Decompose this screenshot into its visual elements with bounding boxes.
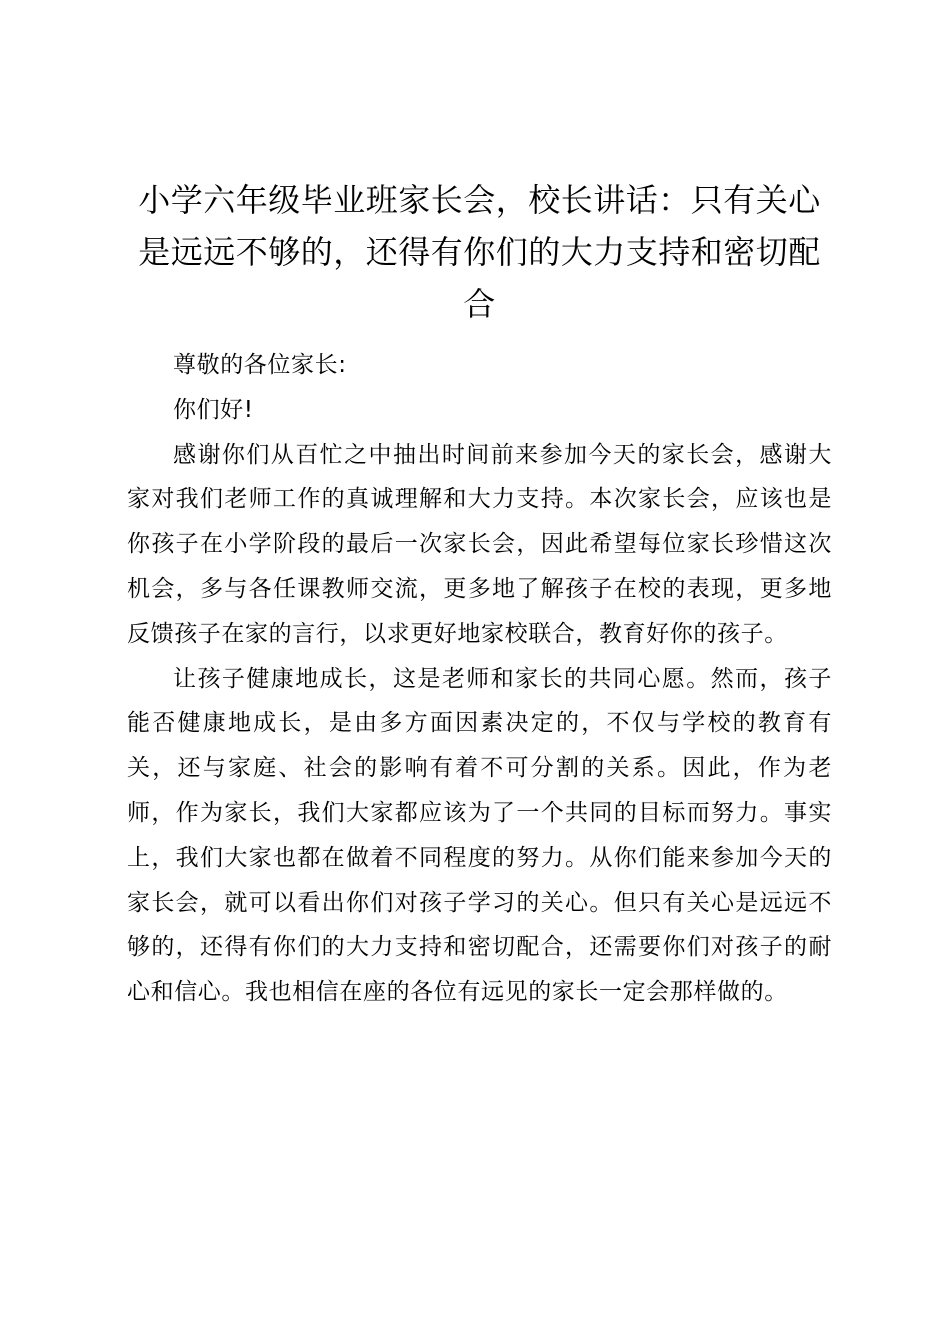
body-paragraph-1: 感谢你们从百忙之中抽出时间前来参加今天的家长会，感谢大家对我们老师工作的真诚理解和大力支持。本次家长会，应该也是你孩子在小学阶段的最后一次家长会，因此希望每位家长珍惜这次机会，多与各任课教师交流，更多地了解孩子在校的表现，更多地反馈孩子在家的言行，以求更好地家校联合，教育好你的孩子。 (127, 441, 832, 647)
document-title: 小学六年级毕业班家长会，校长讲话：只有关心是远远不够的，还得有你们的大力支持和密切配合 (138, 181, 821, 323)
salutation: 尊敬的各位家长: (173, 352, 347, 378)
body-paragraph-2: 让孩子健康地成长，这是老师和家长的共同心愿。然而，孩子能否健康地成长，是由多方面因素决定的，不仅与学校的教育有关，还与家庭、社会的影响有着不可分割的关系。因此，作为老师，作为家长，我们大家都应该为了一个共同的目标而努力。事实上，我们大家也都在做着不同程度的努力。从你们能来参加今天的家长会，就可以看出你们对孩子学习的关心。但只有关心是远远不够的，还得有你们的大力支持和密切配合，还需要你们对孩子的耐心和信心。我也相信在座的各位有远见的家长一定会那样做的。 (127, 665, 832, 1006)
document-page (127, 174, 832, 1015)
greeting: 你们好! (173, 396, 254, 423)
